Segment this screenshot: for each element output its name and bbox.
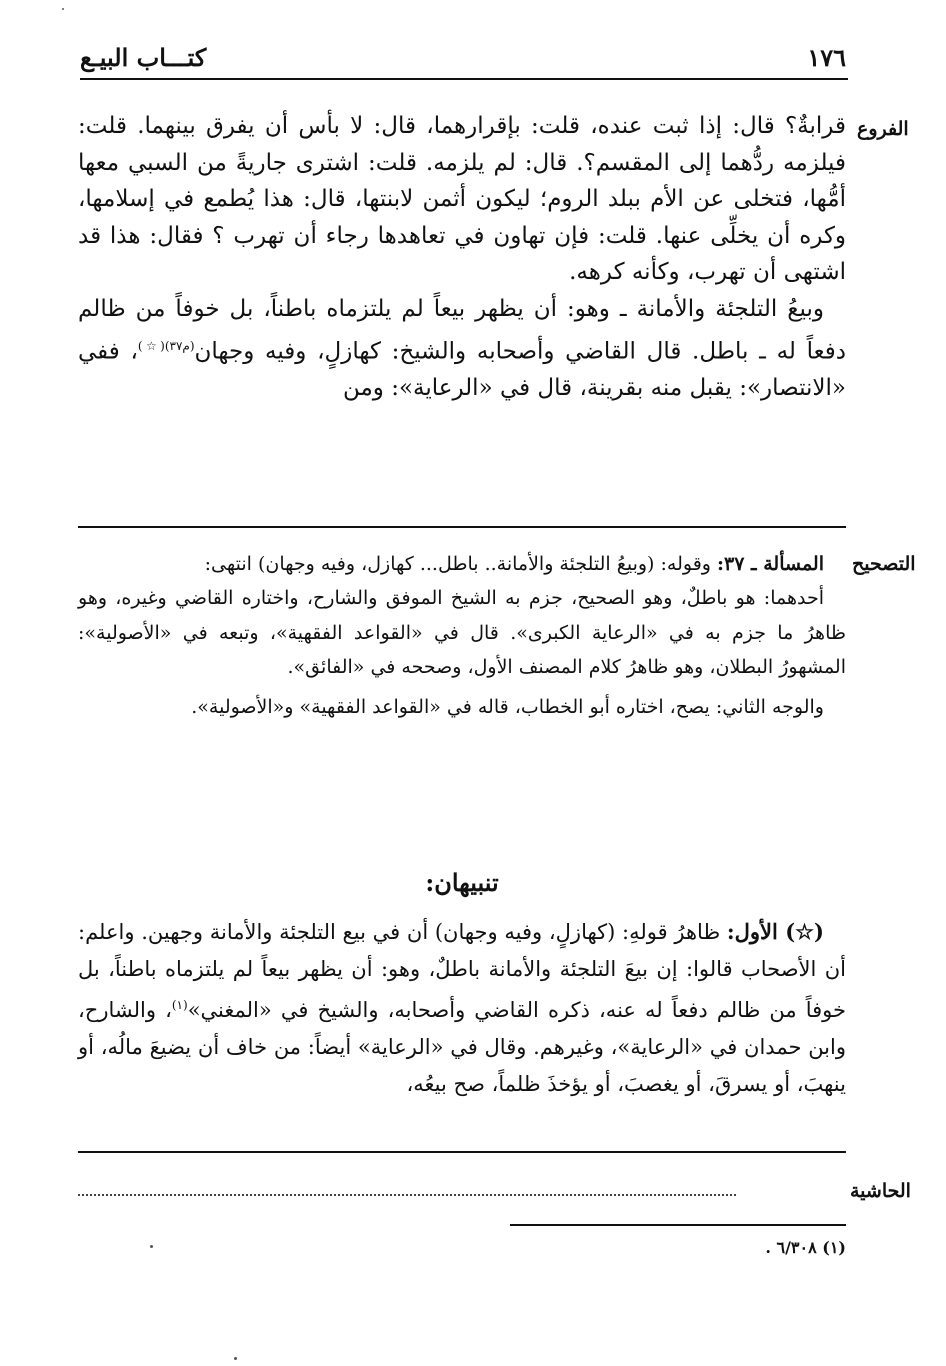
- label-furu: الفروع: [857, 118, 909, 140]
- hashiya-dotted-line: [78, 1194, 736, 1196]
- scan-speck: [62, 8, 64, 10]
- scan-speck: [150, 1245, 153, 1248]
- footnote-rule: [510, 1224, 846, 1226]
- scan-speck: [234, 1357, 237, 1360]
- header-rule: [80, 78, 848, 80]
- label-hashiya: الحاشية: [850, 1180, 911, 1202]
- tanbihan-text-after: ، والشارح، وابن حمدان في «الرعاية»، وغيرهم. وقال في «الرعاية» أيضاً: من خاف أن يضيعَ مالُه، أو ينهبَ، أو يسرقَ، أو يغصبَ، أو يؤخذَ ظلماً، صح بيعُه،: [78, 998, 846, 1096]
- furu-paragraph-2: [78, 291, 846, 406]
- masala-marker: (م٣٧)(☆): [137, 338, 195, 353]
- tanbihan-text: [78, 914, 846, 1103]
- page-number: ١٧٦: [807, 42, 846, 72]
- first-label: (☆) الأول:: [726, 919, 824, 944]
- furu-paragraph-1: قرابةٌ؟ قال: إذا ثبت عنده، قلت: بإقرارهما، قال: لا بأس أن يفرق بينهما. قلت: فيلزمه ردُّهما إلى المقسم؟. قال: لم يلزمه. قلت: اشترى جاريةً من السبي معها أمُّها، فتخلى عن الأم ببلد الروم؛ ليكون أثمن لابنتها، قال: هذا يُطمع في إسلامها، وكره أن يخلِّى عنها. قلت: فإن تهاون في تعاهدها رجاء أن تهرب ؟ فقال: هذا قد اشتهى أن تهرب، وكأنه كرهه.: [78, 113, 846, 286]
- furu-text: [78, 108, 846, 406]
- footnote: (١) ٦/٣٠٨ .: [765, 1238, 846, 1257]
- tashih-paragraph-1: [78, 547, 846, 581]
- masala-label: المسألة ـ ٣٧:: [717, 553, 824, 575]
- tashih-paragraph-3: والوجه الثاني: يصح، اختاره أبو الخطاب، قاله في «القواعد الفقهية» و«الأصولية».: [191, 696, 824, 719]
- tanbihan-heading: تنبيهان:: [425, 868, 499, 897]
- section-rule: [78, 526, 846, 528]
- masala-text: وقوله: (وبيعُ التلجئة والأمانة.. باطل... كهازل، وفيه وجهان) انتهى:: [204, 553, 717, 575]
- footnote-ref: (١): [171, 998, 188, 1013]
- label-tashih: التصحيح: [852, 553, 916, 575]
- tanbihan-text-before: ظاهرُ قولهِ: (كهازلٍ، وفيه وجهان) أن في بيع التلجئة والأمانة وجهين. واعلم: أن الأصحاب قالوا: إن بيعَ التلجئة والأمانة باطلٌ، وهو: أن يظهر بيعاً لم يلتزماه باطناً، بل خوفاً من ظالم دفعاً له عنه، ذكره القاضي وأصحابه، والشيخ في «المغني»: [78, 920, 846, 1023]
- tashih-text: [78, 547, 846, 724]
- furu-paragraph-2-text: وبيعُ التلجئة والأمانة ـ وهو: أن يظهر بيعاً لم يلتزماه باطناً، بل خوفاً من ظالم دفعاً له ـ باطل. قال القاضي وأصحابه والشيخ: كهازلٍ، وفيه وجهان: [78, 295, 846, 365]
- page-header: [80, 40, 846, 74]
- book-title: كتـــاب البيـع: [80, 42, 207, 72]
- lower-rule: [78, 1151, 846, 1153]
- tashih-paragraph-2: أحدهما: هو باطلٌ، وهو الصحيح، جزم به الشيخ الموفق والشارح، واختاره القاضي وغيره، وهو ظاهرُ ما جزم به في «الرعاية الكبرى». قال في «القواعد الفقهية»، وتبعه في «الأصولية»: المشهورُ البطلان، وهو ظاهرُ كلام المصنف الأول، وصححه في «الفائق».: [78, 587, 846, 678]
- furu-paragraph-2-end: ، ففي «الانتصار»: يقبل منه بقرينة، قال في «الرعاية»: ومن: [78, 338, 846, 401]
- tanbihan-paragraph: [78, 914, 846, 1103]
